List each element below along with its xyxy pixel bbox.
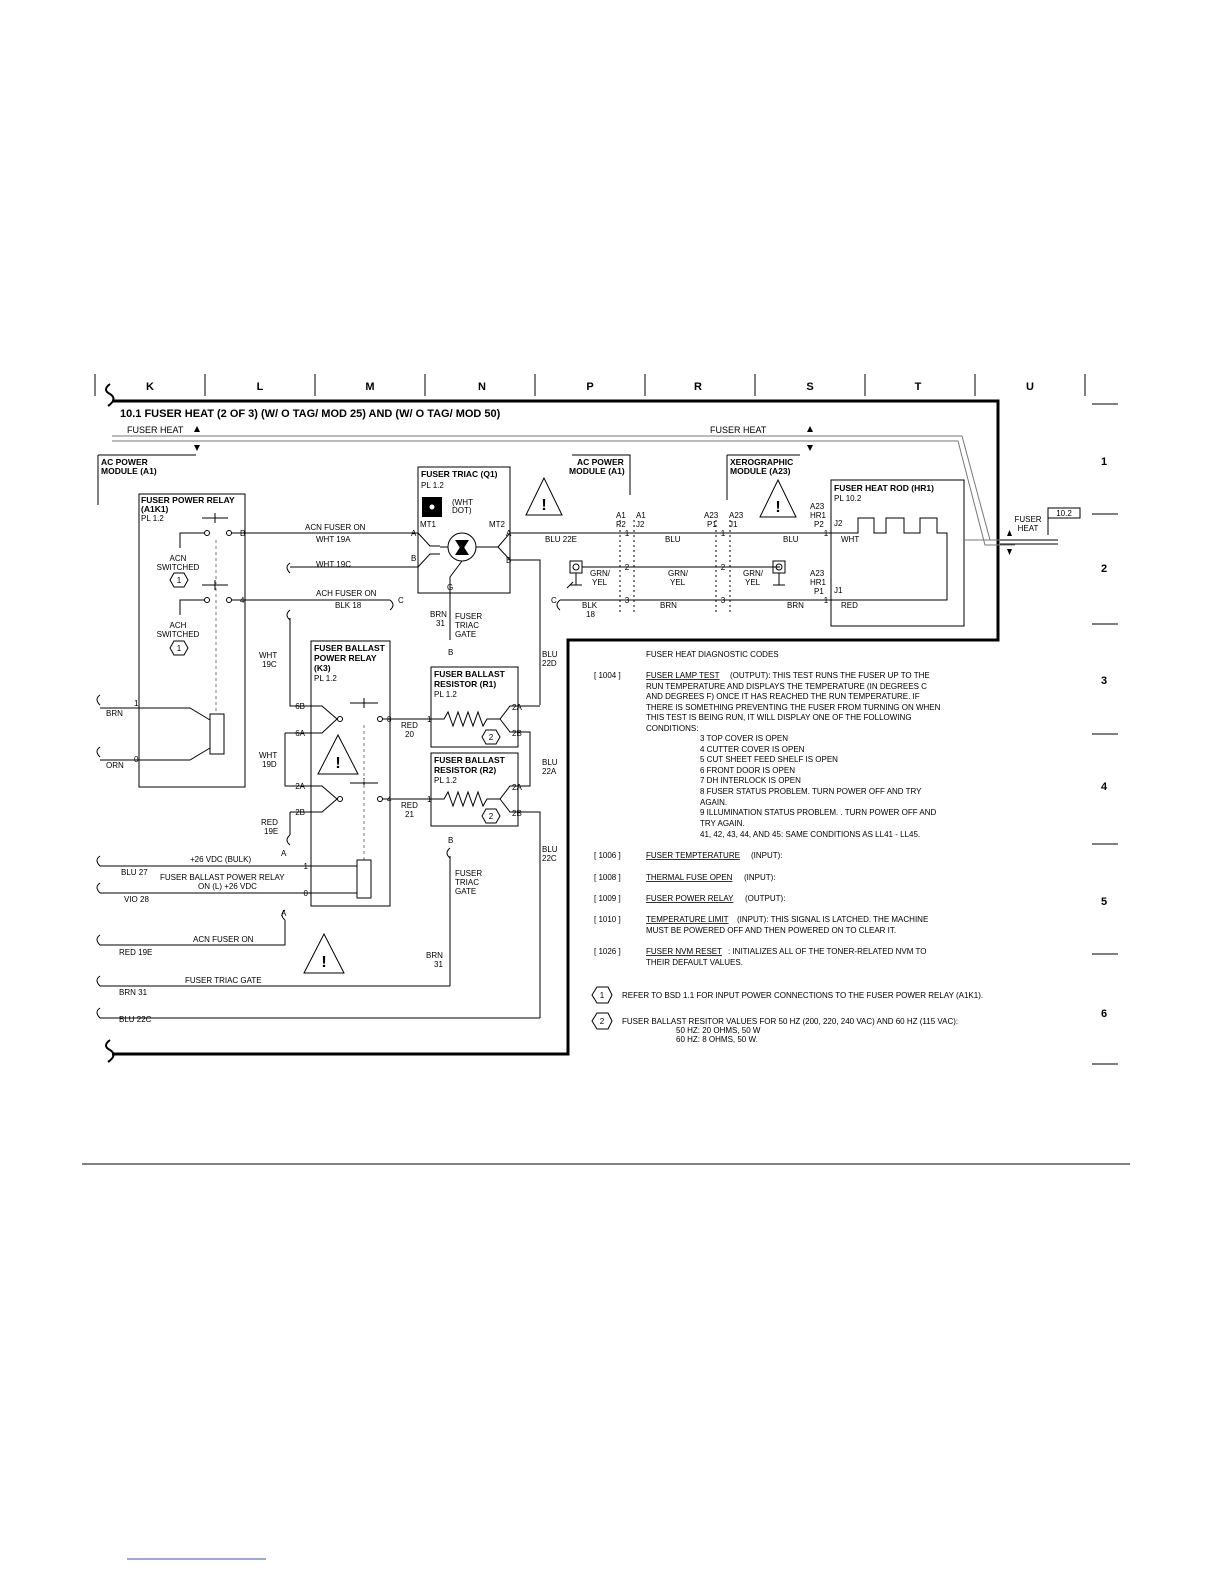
svg-text:BLU: BLU xyxy=(542,758,558,767)
svg-text:4: 4 xyxy=(240,596,245,605)
svg-text:B: B xyxy=(448,836,454,845)
svg-text:22D: 22D xyxy=(542,659,557,668)
svg-text:TEMPERATURE LIMIT: TEMPERATURE LIMIT xyxy=(646,915,729,924)
bus-label-right: FUSER HEAT xyxy=(710,425,767,435)
diagram-notes xyxy=(592,987,983,1044)
svg-text:BLU: BLU xyxy=(542,650,558,659)
svg-text:19E: 19E xyxy=(264,827,279,836)
svg-text:ACN: ACN xyxy=(169,554,187,563)
svg-text:3 TOP COVER IS OPEN: 3 TOP COVER IS OPEN xyxy=(700,734,789,743)
xerographic-module xyxy=(727,455,800,500)
svg-text:P1: P1 xyxy=(707,520,717,529)
svg-text:RUN TEMPERATURE AND DISPLAYS T: RUN TEMPERATURE AND DISPLAYS THE TEMPERATURE (IN DEGREES C xyxy=(646,682,927,691)
svg-text:RED: RED xyxy=(841,601,858,610)
svg-text:AND DEGREES F) ONCE IT HAS REA: AND DEGREES F) ONCE IT HAS REACHED THE RUN TEMPERATURE. IF xyxy=(646,692,920,701)
svg-text:BRN: BRN xyxy=(787,601,804,610)
svg-text:GATE: GATE xyxy=(455,630,477,639)
column-label: M xyxy=(365,381,375,393)
svg-text:FUSER POWER RELAY: FUSER POWER RELAY xyxy=(646,894,734,903)
svg-text:(OUTPUT): THIS TEST RUNS THE: (OUTPUT): THIS TEST RUNS THE FUSER UP TO THE xyxy=(730,671,930,680)
svg-text:BLU 22E: BLU 22E xyxy=(545,535,578,544)
row-label: 3 xyxy=(1100,675,1108,687)
svg-text:MUST BE POWERED OFF AND THEN P: MUST BE POWERED OFF AND THEN POWERED ON TO CLEAR IT. xyxy=(646,926,897,935)
svg-text:3: 3 xyxy=(624,596,630,605)
svg-text:!: ! xyxy=(321,954,327,971)
svg-text:TRY AGAIN.: TRY AGAIN. xyxy=(700,819,745,828)
svg-text:P1: P1 xyxy=(814,587,824,596)
svg-text:FUSER POWER RELAY: FUSER POWER RELAY xyxy=(141,495,235,505)
svg-text:FUSER BALLAST: FUSER BALLAST xyxy=(314,643,385,653)
svg-text:10.2: 10.2 xyxy=(1056,509,1072,518)
svg-text:1: 1 xyxy=(599,991,605,1000)
column-label: U xyxy=(1026,381,1034,393)
svg-text:TRIAC: TRIAC xyxy=(455,878,479,887)
svg-text:[ 1009 ]: [ 1009 ] xyxy=(594,894,621,903)
svg-text:2: 2 xyxy=(624,563,630,572)
svg-text:31: 31 xyxy=(434,960,443,969)
svg-text:AC POWER: AC POWER xyxy=(101,457,148,467)
svg-text:SWITCHED: SWITCHED xyxy=(156,630,200,639)
offpage-fuser-heat xyxy=(1000,508,1080,555)
svg-text:!: ! xyxy=(775,499,781,516)
svg-text:J1: J1 xyxy=(834,586,843,595)
svg-text:A1: A1 xyxy=(636,511,646,520)
svg-text:2A: 2A xyxy=(295,782,305,791)
column-label: R xyxy=(694,381,702,393)
svg-text:B: B xyxy=(240,529,246,538)
svg-text:MT1: MT1 xyxy=(420,520,436,529)
svg-text:YEL: YEL xyxy=(592,578,608,587)
svg-text:GATE: GATE xyxy=(455,887,477,896)
svg-text:1: 1 xyxy=(720,529,726,538)
svg-text:(A1K1): (A1K1) xyxy=(141,504,169,514)
column-label: P xyxy=(586,381,594,393)
svg-text:GRN/: GRN/ xyxy=(668,569,688,578)
svg-text:HEAT: HEAT xyxy=(1017,524,1039,533)
svg-text:A23: A23 xyxy=(810,569,825,578)
fuser-ballast-resistor-r1 xyxy=(431,667,518,747)
svg-text:WHT: WHT xyxy=(841,535,860,544)
svg-text:A: A xyxy=(281,909,287,918)
svg-text:: INITIALIZES ALL OF THE TONE: : INITIALIZES ALL OF THE TONER-RELATED NVM TO xyxy=(728,947,927,956)
svg-text:C: C xyxy=(398,596,404,605)
row-label: 4 xyxy=(1100,781,1108,793)
wire-wht-19c xyxy=(287,554,440,573)
svg-text:A: A xyxy=(281,849,287,858)
wires-blu-right xyxy=(518,706,540,1018)
svg-text:1: 1 xyxy=(823,529,829,538)
svg-text:(INPUT):: (INPUT): xyxy=(744,873,776,882)
svg-text:TRIAC: TRIAC xyxy=(455,621,479,630)
svg-text:SWITCHED: SWITCHED xyxy=(156,563,200,572)
warning-icon xyxy=(760,480,796,517)
svg-text:[ 1008 ]: [ 1008 ] xyxy=(594,873,621,882)
svg-text:BRN: BRN xyxy=(106,709,123,718)
svg-text:BLU 27: BLU 27 xyxy=(121,868,148,877)
svg-text:AC POWER: AC POWER xyxy=(577,457,624,467)
svg-text:20: 20 xyxy=(405,730,414,739)
svg-text:FUSER TRIAC (Q1): FUSER TRIAC (Q1) xyxy=(421,469,498,479)
diagnostic-codes xyxy=(594,650,941,967)
svg-text:VIO 28: VIO 28 xyxy=(124,895,149,904)
svg-text:5 CUT SHEET FEED SHELF IS OPE: 5 CUT SHEET FEED SHELF IS OPEN xyxy=(700,755,838,764)
svg-text:RESISTOR (R2): RESISTOR (R2) xyxy=(434,765,497,775)
svg-text:2A: 2A xyxy=(512,783,522,792)
svg-text:PL 1.2: PL 1.2 xyxy=(434,776,457,785)
wire-ach-fuser-on xyxy=(245,600,393,610)
svg-text:A: A xyxy=(411,529,417,538)
svg-text:FUSER: FUSER xyxy=(455,869,483,878)
svg-text:2A: 2A xyxy=(512,703,522,712)
svg-text:THEIR DEFAULT VALUES.: THEIR DEFAULT VALUES. xyxy=(646,958,743,967)
svg-text:ORN: ORN xyxy=(106,761,124,770)
svg-text:WHT: WHT xyxy=(259,651,278,660)
svg-text:FUSER TRIAC GATE: FUSER TRIAC GATE xyxy=(185,976,262,985)
svg-text:1: 1 xyxy=(303,862,308,871)
svg-text:1: 1 xyxy=(427,795,432,804)
column-header xyxy=(95,374,1085,396)
svg-text:BRN: BRN xyxy=(660,601,677,610)
fuser-heat-rod-hr1 xyxy=(831,480,1015,626)
svg-text:A1: A1 xyxy=(616,511,626,520)
svg-text:THIS TEST IS BEING RUN, IT WIL: THIS TEST IS BEING RUN, IT WILL DISPLAY ONE OF THE FOLLOWING xyxy=(646,713,912,722)
svg-text:50 HZ: 20 OHMS, 50 W: 50 HZ: 20 OHMS, 50 W xyxy=(676,1026,761,1035)
svg-text:(OUTPUT):: (OUTPUT): xyxy=(745,894,786,903)
svg-text:(INPUT): THIS SIGNAL IS LATCH: (INPUT): THIS SIGNAL IS LATCHED. THE MACHINE xyxy=(737,915,929,924)
svg-text:19C: 19C xyxy=(262,660,277,669)
svg-text:ACH FUSER ON: ACH FUSER ON xyxy=(316,589,377,598)
svg-text:FUSER: FUSER xyxy=(455,612,483,621)
svg-text:22C: 22C xyxy=(542,854,557,863)
svg-text:YEL: YEL xyxy=(670,578,686,587)
svg-text:P2: P2 xyxy=(616,520,626,529)
svg-text:1: 1 xyxy=(624,529,630,538)
svg-text:22A: 22A xyxy=(542,767,557,776)
svg-text:PL 1.2: PL 1.2 xyxy=(434,690,457,699)
svg-text:B: B xyxy=(411,554,417,563)
svg-text:2B: 2B xyxy=(512,809,522,818)
svg-text:PL 1.2: PL 1.2 xyxy=(314,674,337,683)
svg-text:6 FRONT DOOR IS OPEN: 6 FRONT DOOR IS OPEN xyxy=(700,766,795,775)
svg-text:60 HZ: 8 OHMS, 50 W.: 60 HZ: 8 OHMS, 50 W. xyxy=(676,1035,758,1044)
svg-text:19D: 19D xyxy=(262,760,277,769)
svg-text:HR1: HR1 xyxy=(810,511,827,520)
svg-text:FUSER NVM RESET: FUSER NVM RESET xyxy=(646,947,723,956)
svg-text:0: 0 xyxy=(134,755,139,764)
svg-text:RED: RED xyxy=(401,801,418,810)
svg-text:PL 10.2: PL 10.2 xyxy=(834,494,862,503)
svg-text:RED 19E: RED 19E xyxy=(119,948,153,957)
svg-text:J2: J2 xyxy=(834,519,843,528)
bus-label-left: FUSER HEAT xyxy=(127,425,184,435)
svg-text:FUSER BALLAST: FUSER BALLAST xyxy=(434,755,505,765)
svg-text:PL 1.2: PL 1.2 xyxy=(421,481,444,490)
svg-text:FUSER LAMP TEST: FUSER LAMP TEST xyxy=(646,671,720,680)
input-wires-left xyxy=(97,695,139,760)
svg-text:6A: 6A xyxy=(295,729,305,738)
svg-text:BLU: BLU xyxy=(783,535,799,544)
warning-icon xyxy=(526,478,562,515)
row-label: 6 xyxy=(1100,1008,1108,1020)
svg-text:!: ! xyxy=(541,497,547,514)
svg-text:8 FUSER STATUS PROBLEM. TURN: 8 FUSER STATUS PROBLEM. TURN POWER OFF AND TRY xyxy=(700,787,922,796)
svg-text:(K3): (K3) xyxy=(314,663,331,673)
row-label: 2 xyxy=(1100,563,1108,575)
svg-text:1: 1 xyxy=(427,715,432,724)
row-label: 5 xyxy=(1100,896,1108,908)
wire-fuser-triac-gate-lower xyxy=(447,848,450,986)
svg-text:POWER RELAY: POWER RELAY xyxy=(314,653,377,663)
svg-text:21: 21 xyxy=(405,810,414,819)
warning-icon xyxy=(304,934,344,973)
svg-text:YEL: YEL xyxy=(745,578,761,587)
svg-text:2: 2 xyxy=(488,812,494,821)
svg-text:41, 42, 43, 44, AND 45: SAME: 41, 42, 43, 44, AND 45: SAME CONDITIONS AS LL41 - LL45. xyxy=(700,830,921,839)
svg-text:2: 2 xyxy=(599,1017,605,1026)
svg-text:ACN FUSER ON: ACN FUSER ON xyxy=(193,935,254,944)
ac-power-module-mid xyxy=(569,455,630,495)
fuser-triac-q1 xyxy=(418,467,510,593)
svg-text:[ 1026 ]: [ 1026 ] xyxy=(594,947,621,956)
svg-text:ON (L) +26 VDC: ON (L) +26 VDC xyxy=(198,882,257,891)
svg-text:REFER TO BSD 1.1 FOR INPUT POW: REFER TO BSD 1.1 FOR INPUT POWER CONNECTIONS TO THE FUSER POWER RELAY (A1K1). xyxy=(622,991,984,1000)
svg-text:3: 3 xyxy=(720,596,726,605)
svg-text:GRN/: GRN/ xyxy=(743,569,763,578)
svg-text:GRN/: GRN/ xyxy=(590,569,610,578)
svg-text:[ 1004 ]: [ 1004 ] xyxy=(594,671,621,680)
svg-text:WHT 19A: WHT 19A xyxy=(316,535,351,544)
svg-text:AGAIN.: AGAIN. xyxy=(700,798,728,807)
svg-text:MODULE (A23): MODULE (A23) xyxy=(730,466,791,476)
svg-text:2: 2 xyxy=(488,733,494,742)
svg-text:FUSER BALLAST POWER RELAY: FUSER BALLAST POWER RELAY xyxy=(160,873,285,882)
svg-text:2B: 2B xyxy=(295,808,305,817)
svg-text:8: 8 xyxy=(387,715,392,724)
column-label: K xyxy=(146,381,154,393)
svg-text:XEROGRAPHIC: XEROGRAPHIC xyxy=(730,457,794,467)
svg-text:(WHT: (WHT xyxy=(452,498,473,507)
column-label: L xyxy=(256,381,264,393)
svg-text:RED: RED xyxy=(261,818,278,827)
svg-text:(INPUT):: (INPUT): xyxy=(751,851,783,860)
svg-text:2: 2 xyxy=(720,563,726,572)
svg-text:FUSER HEAT ROD (HR1): FUSER HEAT ROD (HR1) xyxy=(834,483,934,493)
svg-text:C: C xyxy=(551,596,557,605)
svg-text:A23: A23 xyxy=(729,511,744,520)
svg-text:2B: 2B xyxy=(512,729,522,738)
fuser-ballast-resistor-r2 xyxy=(431,753,518,826)
svg-text:DOT): DOT) xyxy=(452,506,472,515)
svg-text:!: ! xyxy=(335,755,341,772)
svg-text:MODULE (A1): MODULE (A1) xyxy=(101,466,157,476)
svg-text:BLU 22C: BLU 22C xyxy=(119,1015,152,1024)
svg-text:BLK 18: BLK 18 xyxy=(335,601,362,610)
svg-text:FUSER BALLAST: FUSER BALLAST xyxy=(434,669,505,679)
svg-text:1: 1 xyxy=(823,596,829,605)
svg-text:0: 0 xyxy=(303,889,308,898)
fuser-power-relay-a1k1 xyxy=(139,494,245,787)
svg-text:4 CUTTER COVER IS OPEN: 4 CUTTER COVER IS OPEN xyxy=(700,745,805,754)
svg-text:9 ILLUMINATION STATUS PROBLEM: 9 ILLUMINATION STATUS PROBLEM. . TURN POWER OFF AND xyxy=(700,808,937,817)
row-label: 1 xyxy=(1100,456,1108,468)
svg-text:1: 1 xyxy=(176,644,182,653)
svg-text:B: B xyxy=(506,556,512,565)
svg-text:FUSER TEMPTERATURE: FUSER TEMPTERATURE xyxy=(646,851,740,860)
svg-text:ACN FUSER ON: ACN FUSER ON xyxy=(305,523,366,532)
svg-text:[ 1006 ]: [ 1006 ] xyxy=(594,851,621,860)
svg-text:MT2: MT2 xyxy=(489,520,505,529)
svg-text:G: G xyxy=(447,583,454,592)
svg-text:P2: P2 xyxy=(814,520,824,529)
svg-text:BRN: BRN xyxy=(430,610,447,619)
svg-text:FUSER BALLAST RESITOR VALUES F: FUSER BALLAST RESITOR VALUES FOR 50 HZ (200, 220, 240 VAC) AND 60 HZ (115 VAC): xyxy=(622,1017,959,1026)
warning-icon xyxy=(318,735,358,774)
svg-text:31: 31 xyxy=(436,619,445,628)
svg-text:CONDITIONS:: CONDITIONS: xyxy=(646,724,699,733)
svg-text:7 DH INTERLOCK IS OPEN: 7 DH INTERLOCK IS OPEN xyxy=(700,776,801,785)
svg-text:18: 18 xyxy=(586,610,595,619)
svg-text:ACH: ACH xyxy=(169,621,187,630)
column-label: N xyxy=(478,381,486,393)
svg-text:RESISTOR (R1): RESISTOR (R1) xyxy=(434,679,497,689)
svg-text:A23: A23 xyxy=(704,511,719,520)
row-markers xyxy=(1092,404,1118,1064)
svg-text:MODULE (A1): MODULE (A1) xyxy=(569,466,625,476)
svg-text:BLK: BLK xyxy=(582,601,598,610)
svg-text:FUSER HEAT DIAGNOSTIC CODES: FUSER HEAT DIAGNOSTIC CODES xyxy=(646,650,779,659)
svg-text:J1: J1 xyxy=(729,520,738,529)
svg-text:6B: 6B xyxy=(295,702,305,711)
column-label: S xyxy=(806,381,814,393)
svg-text:BRN: BRN xyxy=(426,951,443,960)
svg-text:HR1: HR1 xyxy=(810,578,827,587)
svg-text:+26 VDC (BULK): +26 VDC (BULK) xyxy=(190,855,252,864)
svg-text:4: 4 xyxy=(387,795,392,804)
svg-text:A: A xyxy=(506,529,512,538)
svg-text:A23: A23 xyxy=(810,502,825,511)
section-title: 10.1 FUSER HEAT (2 OF 3) (W/ O TAG/ MOD 25) AND (W/ O TAG/ MOD 50) xyxy=(120,408,501,420)
svg-text:WHT: WHT xyxy=(259,751,278,760)
svg-text:WHT 19C: WHT 19C xyxy=(316,560,351,569)
column-label: T xyxy=(914,381,922,393)
svg-text:BLU: BLU xyxy=(665,535,681,544)
svg-text:BLU: BLU xyxy=(542,845,558,854)
svg-text:J2: J2 xyxy=(636,520,645,529)
svg-text:[ 1010 ]: [ 1010 ] xyxy=(594,915,621,924)
svg-text:FUSER: FUSER xyxy=(1014,515,1042,524)
svg-text:1: 1 xyxy=(176,576,182,585)
svg-text:B: B xyxy=(448,648,454,657)
svg-text:1: 1 xyxy=(134,699,139,708)
svg-text:PL 1.2: PL 1.2 xyxy=(141,514,164,523)
svg-text:RED: RED xyxy=(401,721,418,730)
svg-text:BRN 31: BRN 31 xyxy=(119,988,148,997)
svg-text:THERMAL FUSE OPEN: THERMAL FUSE OPEN xyxy=(646,873,733,882)
svg-text:THERE IS SOMETHING PREVENTING: THERE IS SOMETHING PREVENTING THE FUSER FROM TURNING ON WHEN xyxy=(646,703,941,712)
